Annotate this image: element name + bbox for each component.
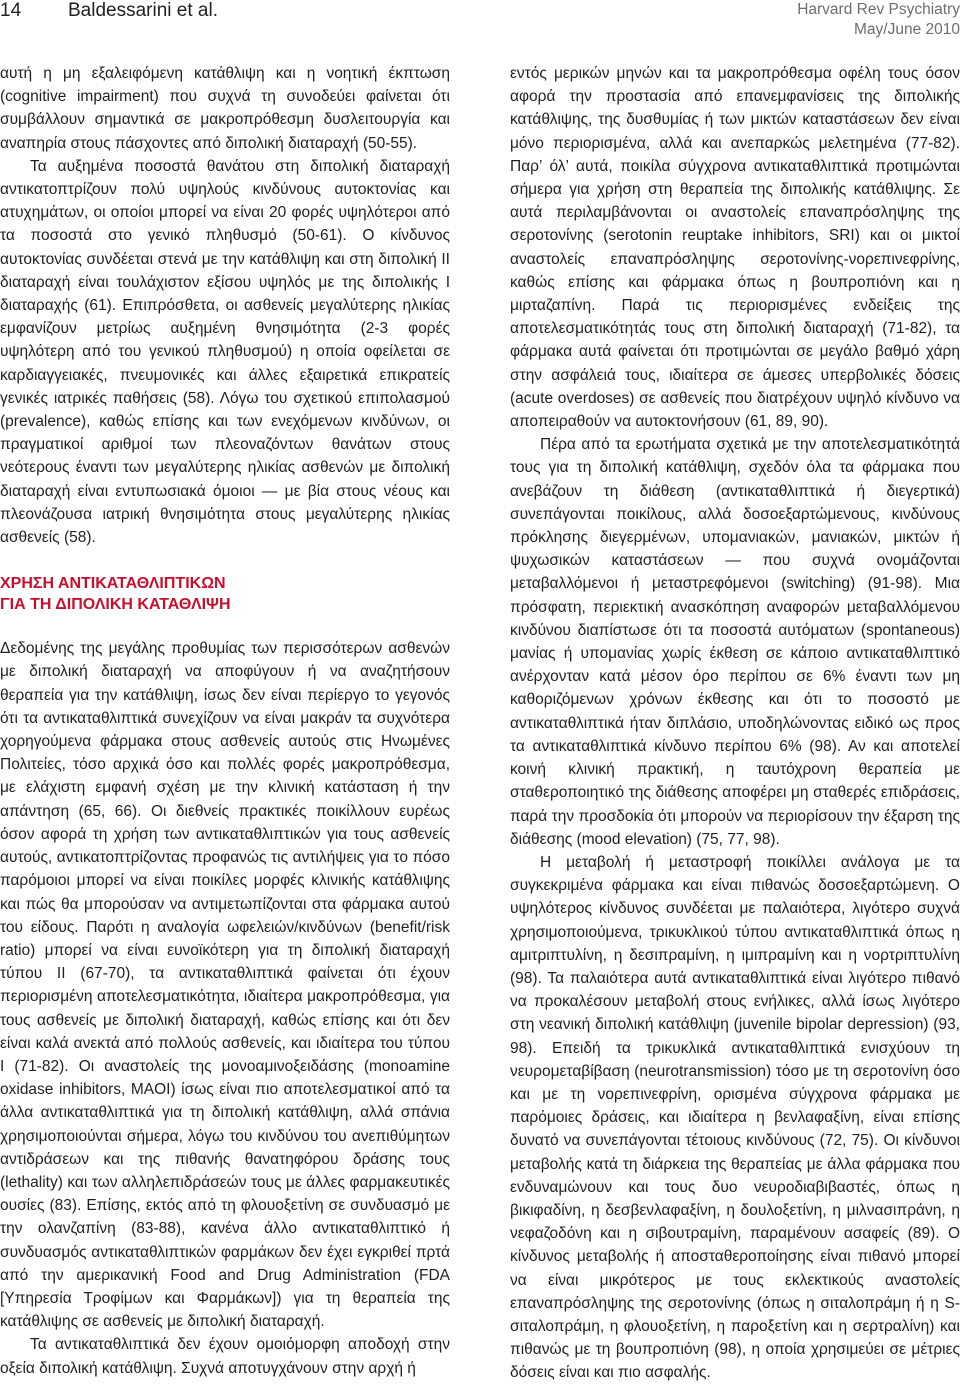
left-column: [0, 62, 450, 1380]
issue-date: May/June 2010: [854, 21, 960, 38]
running-journal: [660, 0, 960, 40]
section-heading: [0, 573, 450, 615]
heading-line: ΧΡΗΣΗ ΑΝΤΙΚΑΤΑΘΛΙΠΤΙΚΩΝ: [0, 575, 226, 593]
right-column: [510, 62, 960, 1385]
paragraph: Τα αντικαταθλιπτικά δεν έχουν ομοιόμορφη αποδοχή στην οξεία διπολική κατάθλιψη. Συχνά αποτυγχάνουν στην αρχή ή: [0, 1336, 450, 1377]
heading-line: ΓΙΑ ΤΗ ΔΙΠΟΛΙΚΗ ΚΑΤΑΘΛΙΨΗ: [0, 596, 231, 614]
running-authors: Baldessarini et al.: [68, 0, 218, 21]
paragraph: Η μεταβολή ή μεταστροφή ποικίλλει ανάλογα με τα συγκεκριμένα φάρμακα και είναι πιθανώς δοσοεξαρτώμενη. Ο υψηλότερος κίνδυνος συνδέεται με παλαιότερα, λιγότερο συχνά χρησιμοποιούμενα, τρικυκλικού τύπου αντικαταθλιπτικά όπως η αμιτριπτυλίνη, η δεσιπραμίνη, η ιμιπραμίνη και η νορτριπτυλίνη (98). Τα παλαιότερα αυτά αντικαταθλιπτικά είναι λιγότερο πιθανό να προκαλέσουν μεταβολή στους ενήλικες, αλλά ίσως λιγότερο στη νεανική διπολική κατάθλιψη (juvenile bipolar depression) (93, 98). Επειδή τα τρικυκλικά αντικαταθλιπτικά ενισχύουν τη νευρομεταβίβαση (neurotransmission) τόσο με τη σεροτονίνη όσο και με τη νορεπινεφρίνη, ορισμένα σύγχρονα φάρμακα με παρόμοιες δράσεις, και ιδιαίτερα η βενλαφαξίνη, είναι επίσης δυνατό να συνεπάγονται τέτοιους κινδύνους (72, 75). Οι κίνδυνοι μεταβολής κατά τη διάρκεια της θεραπείας με άλλα φάρμακα που ενδυναμώνουν και τους δυο νευροδιαβιβαστές, όπως η βικιφαδίνη, η δεσβενλαφαξίνη, η δουλοξετίνη, η μιλνασιπράνη, η νεφαζοδόνη και η σιβουτραμίνη, παραμένουν ασαφείς (89). Ο κίνδυνος μεταβολής ή αποσταθεροποίησης είναι πιθανό μπορεί να είναι μικρότερος με τους εκλεκτικούς αναστολείς επαναπρόσληψης της σεροτονίνης (όπως η σιταλοπράμη ή η S-σιταλοπράμη, η φλουοξετίνη, η παροξετίνη και η σερτραλίνη) και πιθανώς με τη βουπροπιόνη (98), η οποία χρησιμεύει σε μέτριες δόσεις είναι και πιο ασφαλής.: [510, 853, 960, 1382]
paragraph: Πέρα από τα ερωτήματα σχετικά με την αποτελεσματικότητά τους για τη διπολική κατάθλιψη, σχεδόν όλα τα φάρμακα που ανεβάζουν τη διάθεση (αντικαταθλιπτικά ή διεγερτικά) συνεπάγονται ποικίλους, αλλά δοσοεξαρτώμενους, κινδύνους πρόκλησης διεγερμένων, υπομανιακών, μανιακών, μικτών ή ψυχωσικών καταστάσεων — που συχνά ονομάζονται μεταβαλλόμενοι ή μεταστρεφόμενοι (switching) (91-98). Μια πρόσφατη, περιεκτική ανασκόπηση αναφορών μεταβαλλόμενου κινδύνου διαπίστωσε ότι τα ποσοστά αυτόματων (spontaneous) μανίας ή υπομανίας χωρίς έκθεση σε κάποιο αντικαταθλιπτικό ανέρχονταν κατά μέσον όρο περίπου σε 6% έναντι των μη καθοριζόμενων χρόνων έκθεσης και ότι το ποσοστό με αντικαταθλιπτικά ήταν διπλάσιο, υποδηλώνοντας ειδικό ως προς τα αντικαταθλιπτικά κίνδυνο περίπου 6% (98). Αν και αποτελεί κοινή κλινική πρακτική, η ταυτόχρονη θεραπεία με σταθεροποιητικό της διάθεσης αποφέρει μη σταθερές επιδράσεις, παρά την προσδοκία ότι μπορούν να περιορίσουν την έξαρση της διάθεσης (mood elevation) (75, 77, 98).: [510, 436, 960, 848]
page-number: 14: [0, 0, 22, 21]
paragraph: εντός μερικών μηνών και τα μακροπρόθεσμα οφέλη τους όσον αφορά την προστασία από επανεμφανίσεις της διπολικής κατάθλιψης, της δυσθυμίας ή των μικτών καταστάσεων δεν είναι μόνο περιορισμένα, αλλά και ανεπαρκώς μελετημένα (77-82). Παρ’ όλ’ αυτά, ποικίλα σύγχρονα αντικαταθλιπτικά προτιμώνται σήμερα για χρήση στη θεραπεία της διπολικής κατάθλιψης. Σε αυτά περιλαμβάνονται οι αναστολείς επαναπρόσληψης της σεροτονίνης (serotonin reuptake inhibitors, SRI) και οι μικτοί αναστολείς επαναπρόσληψης σεροτονίνης-νορεπινεφρίνης, καθώς επίσης και φάρμακα όπως η βουπροπιόνη και η μιρταζαπίνη. Παρά τις περιορισμένες ενδείξεις της αποτελεσματικότητάς τους στη διπολική διαταραχή (71-82), τα φάρμακα αυτά φαίνεται ότι προτιμώνται σε μεγάλο βαθμό χάρη στην ασφάλειά τους, ιδιαίτερα σε άμεσες υπερβολικές δόσεις (acute overdoses) σε ασθενείς που διατρέχουν υψηλό κίνδυνο να αποπειραθούν να αυτοκτονήσουν (61, 89, 90).: [510, 65, 960, 431]
running-header: [0, 0, 960, 42]
paragraph: Δεδομένης της μεγάλης προθυμίας των περισσότερων ασθενών με διπολική διαταραχή να αποφύγουν ή να αναζητήσουν θεραπεία για την κατάθλιψη, ίσως δεν είναι περίεργο το γεγονός ότι τα αντικαταθλιπτικά συνεχίζουν να είναι μακράν τα συχνότερα χορηγούμενα φάρμακα στους ασθενείς αυτούς στις Ηνωμένες Πολιτείες, τόσο αρχικά όσο και πολλές φορές μακροπρόθεσμα, με ελάχιστη εμφανή σχέση με την κλινική κατάσταση ή την απάντηση (65, 66). Οι διεθνείς πρακτικές ποικίλλουν ευρέως όσον αφορά τη χρήση των αντικαταθλιπτικών για τους ασθενείς αυτούς, αντικατοπτρίζοντας προφανώς τις αντιλήψεις για το πόσο παρόμοιοι μπορεί να είναι ποικίλες μορφές κλινικής κατάθλιψης και πώς θα μπορούσαν να αντιμετωπίζονται στα φάρμακα αυτού του είδους. Παρότι η αναλογία ωφελειών/κινδύνων (benefit/risk ratio) μπορεί να είναι ευνοϊκότερη για τη διπολική διαταραχή τύπου ΙΙ (67-70), τα αντικαταθλιπτικά φαίνεται ότι έχουν περιορισμένη αποτελεσματικότητα, ιδιαίτερα μακροπρόθεσμα, για τους ασθενείς με διπολική διαταραχή, καθώς επίσης και ότι δεν είναι καλά ανεκτά από πολλούς ασθενείς, και ιδιαίτερα του τύπου Ι (71-82). Οι αναστολείς της μονοαμινοξειδάσης (monoamine oxidase inhibitors, MAOI) ίσως είναι πιο αποτελεσματικοί από τα άλλα αντικαταθλιπτικά για τη διπολική κατάθλιψη, αλλά σπάνια χρησιμοποιούνται σήμερα, λόγω του κινδύνου του ανεπιθύμητων αντιδράσεων και της πιθανής θανατηφόρου δράσης τους (lethality) και των αλληλεπιδράσεών τους με άλλες φαρμακευτικές ουσίες (83). Επίσης, εκτός από τη φλουοξετίνη σε συνδυασμό με την ολανζαπίνη (83-88), κανένα άλλο αντικαταθλιπτικό ή συνδυασμός αντικαταθλιπτικών φαρμάκων δεν έχει εγκριθεί πρτά από την αμερικανική Food and Drug Administration (FDA [Υπηρεσία Τροφίμων και Φαρμάκων]) για τη θεραπεία της κατάθλιψης σε ασθενείς με διπολική διαταραχή.: [0, 640, 450, 1331]
paragraph: Τα αυξημένα ποσοστά θανάτου στη διπολική διαταραχή αντικατοπτρίζουν πολύ υψηλούς κινδύνους αυτοκτονίας και ατυχημάτων, οι οποίοι μπορεί να είναι 20 φορές υψηλότεροι από τα ποσοστά στο γενικό πληθυσμό (50-61). Ο κίνδυνος αυτοκτονίας συνδέεται στενά με την κατάθλιψη και στη διπολική ΙΙ διαταραχή είναι τουλάχιστον εξίσου υψηλός με της διπολικής Ι διαταραχής (61). Επιπρόσθετα, οι ασθενείς μεγαλύτερης ηλικίας εμφανίζουν μετρίως αυξημένη θνησιμότητα (2-3 φορές υψηλότερη από του γενικού πληθυσμού) η οποία οφείλεται σε καρδιαγγειακές, πνευμονικές και άλλες εξαιρετικά επικρατείς γενικές ιατρικές παθήσεις (58). Λόγω του σχετικού επιπολασμού (prevalence), καθώς επίσης και των ενεχόμενων κινδύνων, οι πραγματικοί αριθμοί των πλεοναζόντων θανάτων στους νεότερους έναντι των μεγαλύτερης ηλικίας ασθενών με διπολική διαταραχή είναι εντυπωσιακά όμοιοι — με βία στους νέους και πλεονάζουσα ιατρική θνησιμότητα στους μεγαλύτερης ηλικίας ασθενείς (58).: [0, 157, 450, 547]
paragraph: αυτή η μη εξαλειφόμενη κατάθλιψη και η νοητική έκπτωση (cognitive impairment) που συχνά τη συνοδεύει φαίνεται ότι συμβάλλουν σημαντικά σε μακροπρόθεσμη δυσλειτουργία και αναπηρία στους πάσχοντες από διπολική διαταραχή (50-55).: [0, 65, 450, 152]
journal-name: Harvard Rev Psychiatry: [797, 1, 960, 18]
